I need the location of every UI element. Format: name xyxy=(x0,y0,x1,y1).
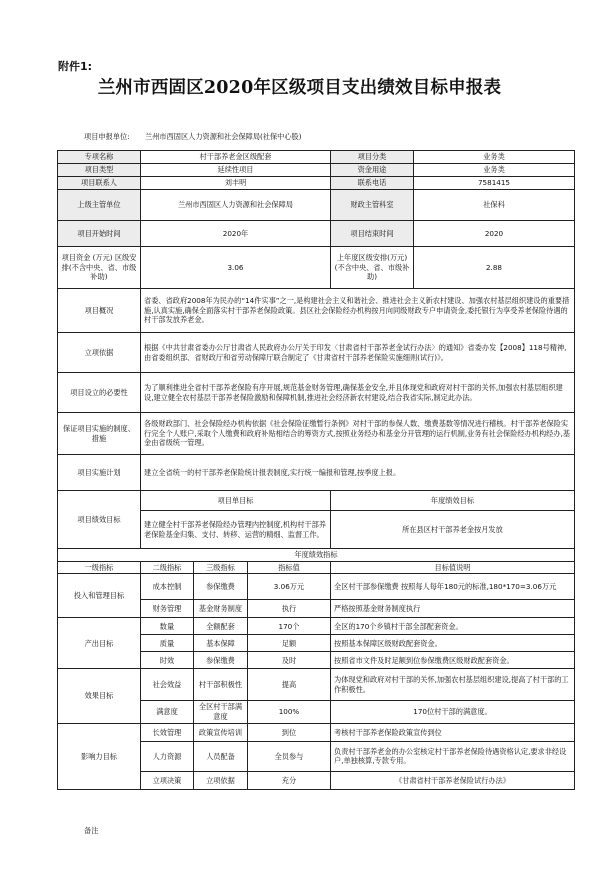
level1-effect: 效果目标 xyxy=(58,669,141,723)
indicator-cell: 3.06万元 xyxy=(248,574,331,600)
indicator-cell: 100% xyxy=(248,701,331,723)
category-value: 业务类 xyxy=(414,151,575,164)
annual-goal-label: 年度绩效目标 xyxy=(331,491,575,511)
indicator-header: 目标值说明 xyxy=(331,561,575,574)
budget-label: 项目资金 (万元) 区级安排(不含中央、省、市级补助) xyxy=(58,247,141,289)
basis-text: 根据《中共甘肃省委办公厅甘肃省人民政府办公厅关于印发〈甘肃省村干部养老金试行办法〉的通知》省委办发【2008】118号精神,由省委组织部、省财政厅和省劳动保障厅联合制定了《甘肃省村干部养老保险实施细则(试行)》。 xyxy=(141,333,575,373)
indicator-cell: 人力资源 xyxy=(141,741,194,771)
contact-label: 项目联系人 xyxy=(58,177,141,190)
page-title: 兰州市西固区2020年区级项目支出绩效目标申报表 xyxy=(97,78,502,98)
indicator-cell: 《甘肃省村干部养老保险试行办法》 xyxy=(331,771,575,789)
level1-output: 产出目标 xyxy=(58,618,141,669)
indicator-cell: 全区的170个乡镇村干部全部配套资金。 xyxy=(331,618,575,635)
indicator-cell: 基金财务制度 xyxy=(194,600,248,618)
indicator-header: 一级指标 xyxy=(58,561,141,574)
indicator-cell: 满意度 xyxy=(141,701,194,723)
end-label: 项目结束时间 xyxy=(331,221,414,247)
indicator-cell: 足额 xyxy=(248,635,331,652)
necessity-text: 为了顺利推进全省村干部养老保险有序开展,规范基金财务管理,确保基金安全,并且体现党和政府对村干部的关怀,加强农村基层组织建设,建立健全农村基层干部养老保险激励和保障机制,推进社会经济新农村建设,结合我省实际,制定此办法。 xyxy=(141,373,575,413)
indicator-cell: 执行 xyxy=(248,600,331,618)
indicator-cell: 170个 xyxy=(248,618,331,635)
indicator-cell: 人员配备 xyxy=(194,741,248,771)
indicator-header: 三级指标 xyxy=(194,561,248,574)
indicator-cell: 数量 xyxy=(141,618,194,635)
type-value: 延续性项目 xyxy=(141,164,331,177)
name-label: 专项名称 xyxy=(58,151,141,164)
level1-input: 投入和管理目标 xyxy=(58,574,141,618)
indicator-cell: 按照省市文件及时足额到位参保缴费区级财政配套资金。 xyxy=(331,652,575,669)
remarks-label: 备注 xyxy=(84,826,99,835)
indicator-cell: 及时 xyxy=(248,652,331,669)
single-goal-text: 建立健全村干部养老保险经办管理内控制度,机构村干部养老保险基金归集、支付、转移、运营的精细、监督工作。 xyxy=(141,511,331,549)
indicator-cell: 村干部积极性 xyxy=(194,669,248,701)
indicator-cell: 政策宣传培训 xyxy=(194,723,248,741)
finance-value: 社保科 xyxy=(414,190,575,221)
budget-value: 3.06 xyxy=(141,247,331,289)
applicant-value: 兰州市西固区人力资源和社会保障局(社保中心股) xyxy=(145,132,302,141)
necessity-label: 项目设立的必要性 xyxy=(58,373,141,413)
end-value: 2020 xyxy=(414,221,575,247)
start-label: 项目开始时间 xyxy=(58,221,141,247)
indicator-cell: 全区村干部参保缴费 按照每人每年180元的标准,180*170=3.06万元 xyxy=(331,574,575,600)
category-label: 项目分类 xyxy=(331,151,414,164)
indicator-cell: 全区村干部满意度 xyxy=(194,701,248,723)
prev-budget-value: 2.88 xyxy=(414,247,575,289)
single-goal-label: 项目单目标 xyxy=(141,491,331,511)
finance-label: 财政主管科室 xyxy=(331,190,414,221)
guarantee-label: 保证项目实施的制度、措施 xyxy=(58,413,141,455)
indicator-cell: 负责村干部养老金的办公室核定村干部养老保险待遇资格认定,要求非经设户,单独核算,专款专用。 xyxy=(331,741,575,771)
phone-label: 联系电话 xyxy=(331,177,414,190)
dept-label: 上级主管单位 xyxy=(58,190,141,221)
level1-impact: 影响力目标 xyxy=(58,723,141,789)
applicant-row xyxy=(0,130,599,144)
fund-use-value: 业务类 xyxy=(414,164,575,177)
basis-label: 立项依据 xyxy=(58,333,141,373)
goals-label: 项目绩效目标 xyxy=(58,491,141,549)
indicator-cell: 立项决策 xyxy=(141,771,194,789)
indicator-cell: 财务管理 xyxy=(141,600,194,618)
plan-label: 项目实施计划 xyxy=(58,455,141,491)
indicator-cell: 时效 xyxy=(141,652,194,669)
indicator-cell: 170位村干部的满意度。 xyxy=(331,701,575,723)
indicator-cell: 长效管理 xyxy=(141,723,194,741)
type-label: 项目类型 xyxy=(58,164,141,177)
indicator-cell: 严格按照基金财务制度执行 xyxy=(331,600,575,618)
indicator-cell: 成本控制 xyxy=(141,574,194,600)
fund-use-label: 资金用途 xyxy=(331,164,414,177)
indicator-cell: 基本保障 xyxy=(194,635,248,652)
indicator-cell: 提高 xyxy=(248,669,331,701)
indicator-cell: 到位 xyxy=(248,723,331,741)
plan-text: 建立全省统一的村干部养老保险统计报表制度,实行统一编报和管理,按季度上报。 xyxy=(141,455,575,491)
contact-value: 刘丰明 xyxy=(141,177,331,190)
performance-table xyxy=(57,150,575,790)
indicator-cell: 为体现党和政府对村干部的关怀,加强农村基层组织建设,提高了村干部的工作积极性。 xyxy=(331,669,575,701)
indicator-cell: 充分 xyxy=(248,771,331,789)
start-value: 2020年 xyxy=(141,221,331,247)
indicator-cell: 参保缴费 xyxy=(194,652,248,669)
annual-goal-text: 所在县区村干部养老金按月发放 xyxy=(331,511,575,549)
overview-label: 项目概况 xyxy=(58,289,141,333)
name-value: 村干部养老金区级配套 xyxy=(141,151,331,164)
prev-budget-label: 上年度区级安排(万元)(不含中央、省、市级补助) xyxy=(331,247,414,289)
indicator-cell: 全额配套 xyxy=(194,618,248,635)
applicant-label: 项目申报单位: xyxy=(84,132,130,141)
attachment-label: 附件1: xyxy=(58,60,93,73)
phone-value: 7581415 xyxy=(414,177,575,190)
guarantee-text: 各级财政部门、社会保险经办机构依据《社会保险征缴暂行条例》对村干部的参保人数、缴费基数等情况进行稽核。村干部养老保险实行完全个人账户,采取个人缴费和政府补贴相结合的筹资方式,按照业务经办和基金分开管理的运行机制,业务有社会保险经办机构经办,基金由省级统一管理。 xyxy=(141,413,575,455)
dept-value: 兰州市西固区人力资源和社会保障局 xyxy=(141,190,331,221)
indicator-cell: 社会效益 xyxy=(141,669,194,701)
indicator-header: 指标值 xyxy=(248,561,331,574)
indicator-cell: 质量 xyxy=(141,635,194,652)
indicators-section-label: 年度绩效指标 xyxy=(58,549,575,562)
indicator-cell: 参保缴费 xyxy=(194,574,248,600)
indicator-header: 二级指标 xyxy=(141,561,194,574)
indicator-cell: 全员参与 xyxy=(248,741,331,771)
indicator-cell: 按照基本保障区级财政配套资金。 xyxy=(331,635,575,652)
indicator-cell: 考核村干部养老保险政策宣传到位 xyxy=(331,723,575,741)
indicator-cell: 立项依据 xyxy=(194,771,248,789)
overview-text: 省委、省政府2008年为民办的“14件实事”之一,是构建社会主义和谐社会、推进社会主义新农村建设、加强农村基层组织建设的重要措施,认真实施,确保全面落实村干部养老保险政策。县区社会保险经办机构按月向同级财政专户申请资金,委托银行为享受养老保险待遇的村干部发放养老金。 xyxy=(141,289,575,333)
